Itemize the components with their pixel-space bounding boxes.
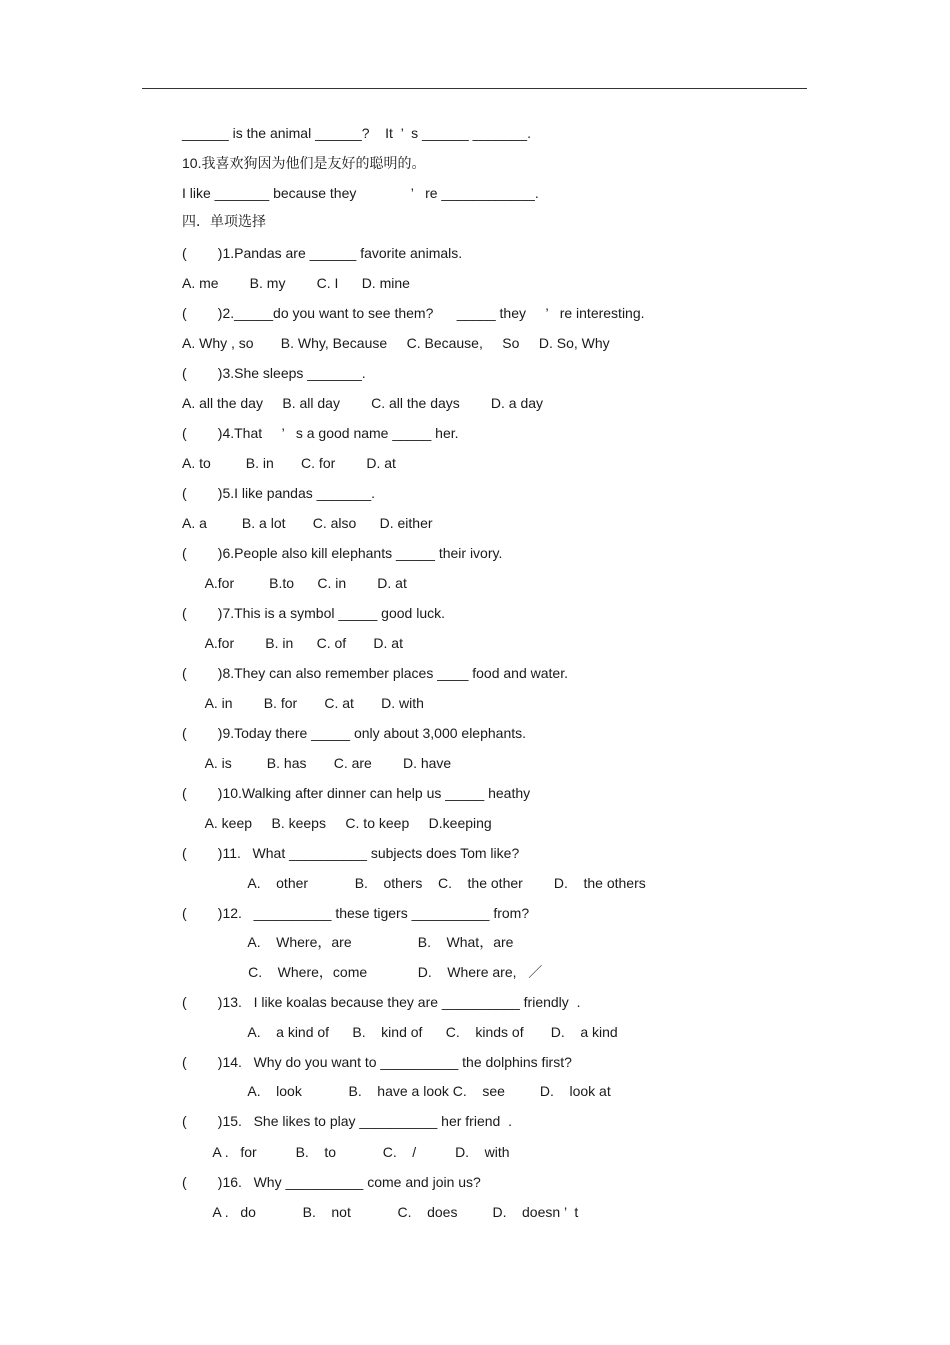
options-2: A. Why , so B. Why, Because C. Because, So D. So, Why bbox=[182, 335, 610, 351]
options-15: A . for B. to C. / D. with bbox=[182, 1144, 510, 1160]
question-16: ( )16. Why __________ come and join us? bbox=[182, 1174, 481, 1190]
question-2: ( )2._____do you want to see them? _____ they ’ re interesting. bbox=[182, 305, 645, 321]
question-8: ( )8.They can also remember places ____ food and water. bbox=[182, 665, 568, 681]
options-12-ab: A. Where，are B. What，are bbox=[182, 934, 514, 950]
options-4: A. to B. in C. for D. at bbox=[182, 455, 396, 471]
header-rule bbox=[142, 88, 807, 89]
options-7: A.for B. in C. of D. at bbox=[182, 635, 403, 651]
options-9: A. is B. has C. are D. have bbox=[182, 755, 452, 771]
section-heading: 四．单项选择 bbox=[182, 213, 266, 229]
q9-answer-line: ______ is the animal ______? It ’ s ______ _______. bbox=[182, 125, 531, 141]
question-9: ( )9.Today there _____ only about 3,000 elephants. bbox=[182, 725, 527, 741]
options-12-cd: C. Where，come D. Where are, ／ bbox=[182, 964, 543, 980]
options-5: A. a B. a lot C. also D. either bbox=[182, 515, 433, 531]
question-13: ( )13. I like koalas because they are __________ friendly . bbox=[182, 994, 581, 1010]
q10-prompt: 10.我喜欢狗因为他们是友好的聪明的。 bbox=[182, 155, 426, 171]
question-3: ( )3.She sleeps _______. bbox=[182, 365, 366, 381]
question-14: ( )14. Why do you want to __________ the dolphins first? bbox=[182, 1054, 572, 1070]
options-16: A . do B. not C. does D. doesn ’ t bbox=[182, 1204, 579, 1220]
question-6: ( )6.People also kill elephants _____ their ivory. bbox=[182, 545, 503, 561]
question-5: ( )5.I like pandas _______. bbox=[182, 485, 376, 501]
options-14: A. look B. have a look C. see D. look at bbox=[182, 1083, 611, 1099]
question-15: ( )15. She likes to play __________ her friend . bbox=[182, 1113, 512, 1129]
question-4: ( )4.That ’ s a good name _____ her. bbox=[182, 425, 459, 441]
options-1: A. me B. my C. I D. mine bbox=[182, 275, 410, 291]
question-11: ( )11. What __________ subjects does Tom like? bbox=[182, 845, 520, 861]
options-13: A. a kind of B. kind of C. kinds of D. a kind bbox=[182, 1024, 618, 1040]
options-3: A. all the day B. all day C. all the days D. a day bbox=[182, 395, 544, 411]
question-1: ( )1.Pandas are ______ favorite animals. bbox=[182, 245, 463, 261]
q10-answer-line: I like _______ because they ’ re ____________. bbox=[182, 185, 539, 201]
options-11: A. other B. others C. the other D. the others bbox=[182, 875, 646, 891]
question-10: ( )10.Walking after dinner can help us _____ heathy bbox=[182, 785, 531, 801]
question-7: ( )7.This is a symbol _____ good luck. bbox=[182, 605, 446, 621]
options-8: A. in B. for C. at D. with bbox=[182, 695, 424, 711]
options-10: A. keep B. keeps C. to keep D.keeping bbox=[182, 815, 492, 831]
options-6: A.for B.to C. in D. at bbox=[182, 575, 407, 591]
question-12: ( )12. __________ these tigers __________ from? bbox=[182, 905, 530, 921]
